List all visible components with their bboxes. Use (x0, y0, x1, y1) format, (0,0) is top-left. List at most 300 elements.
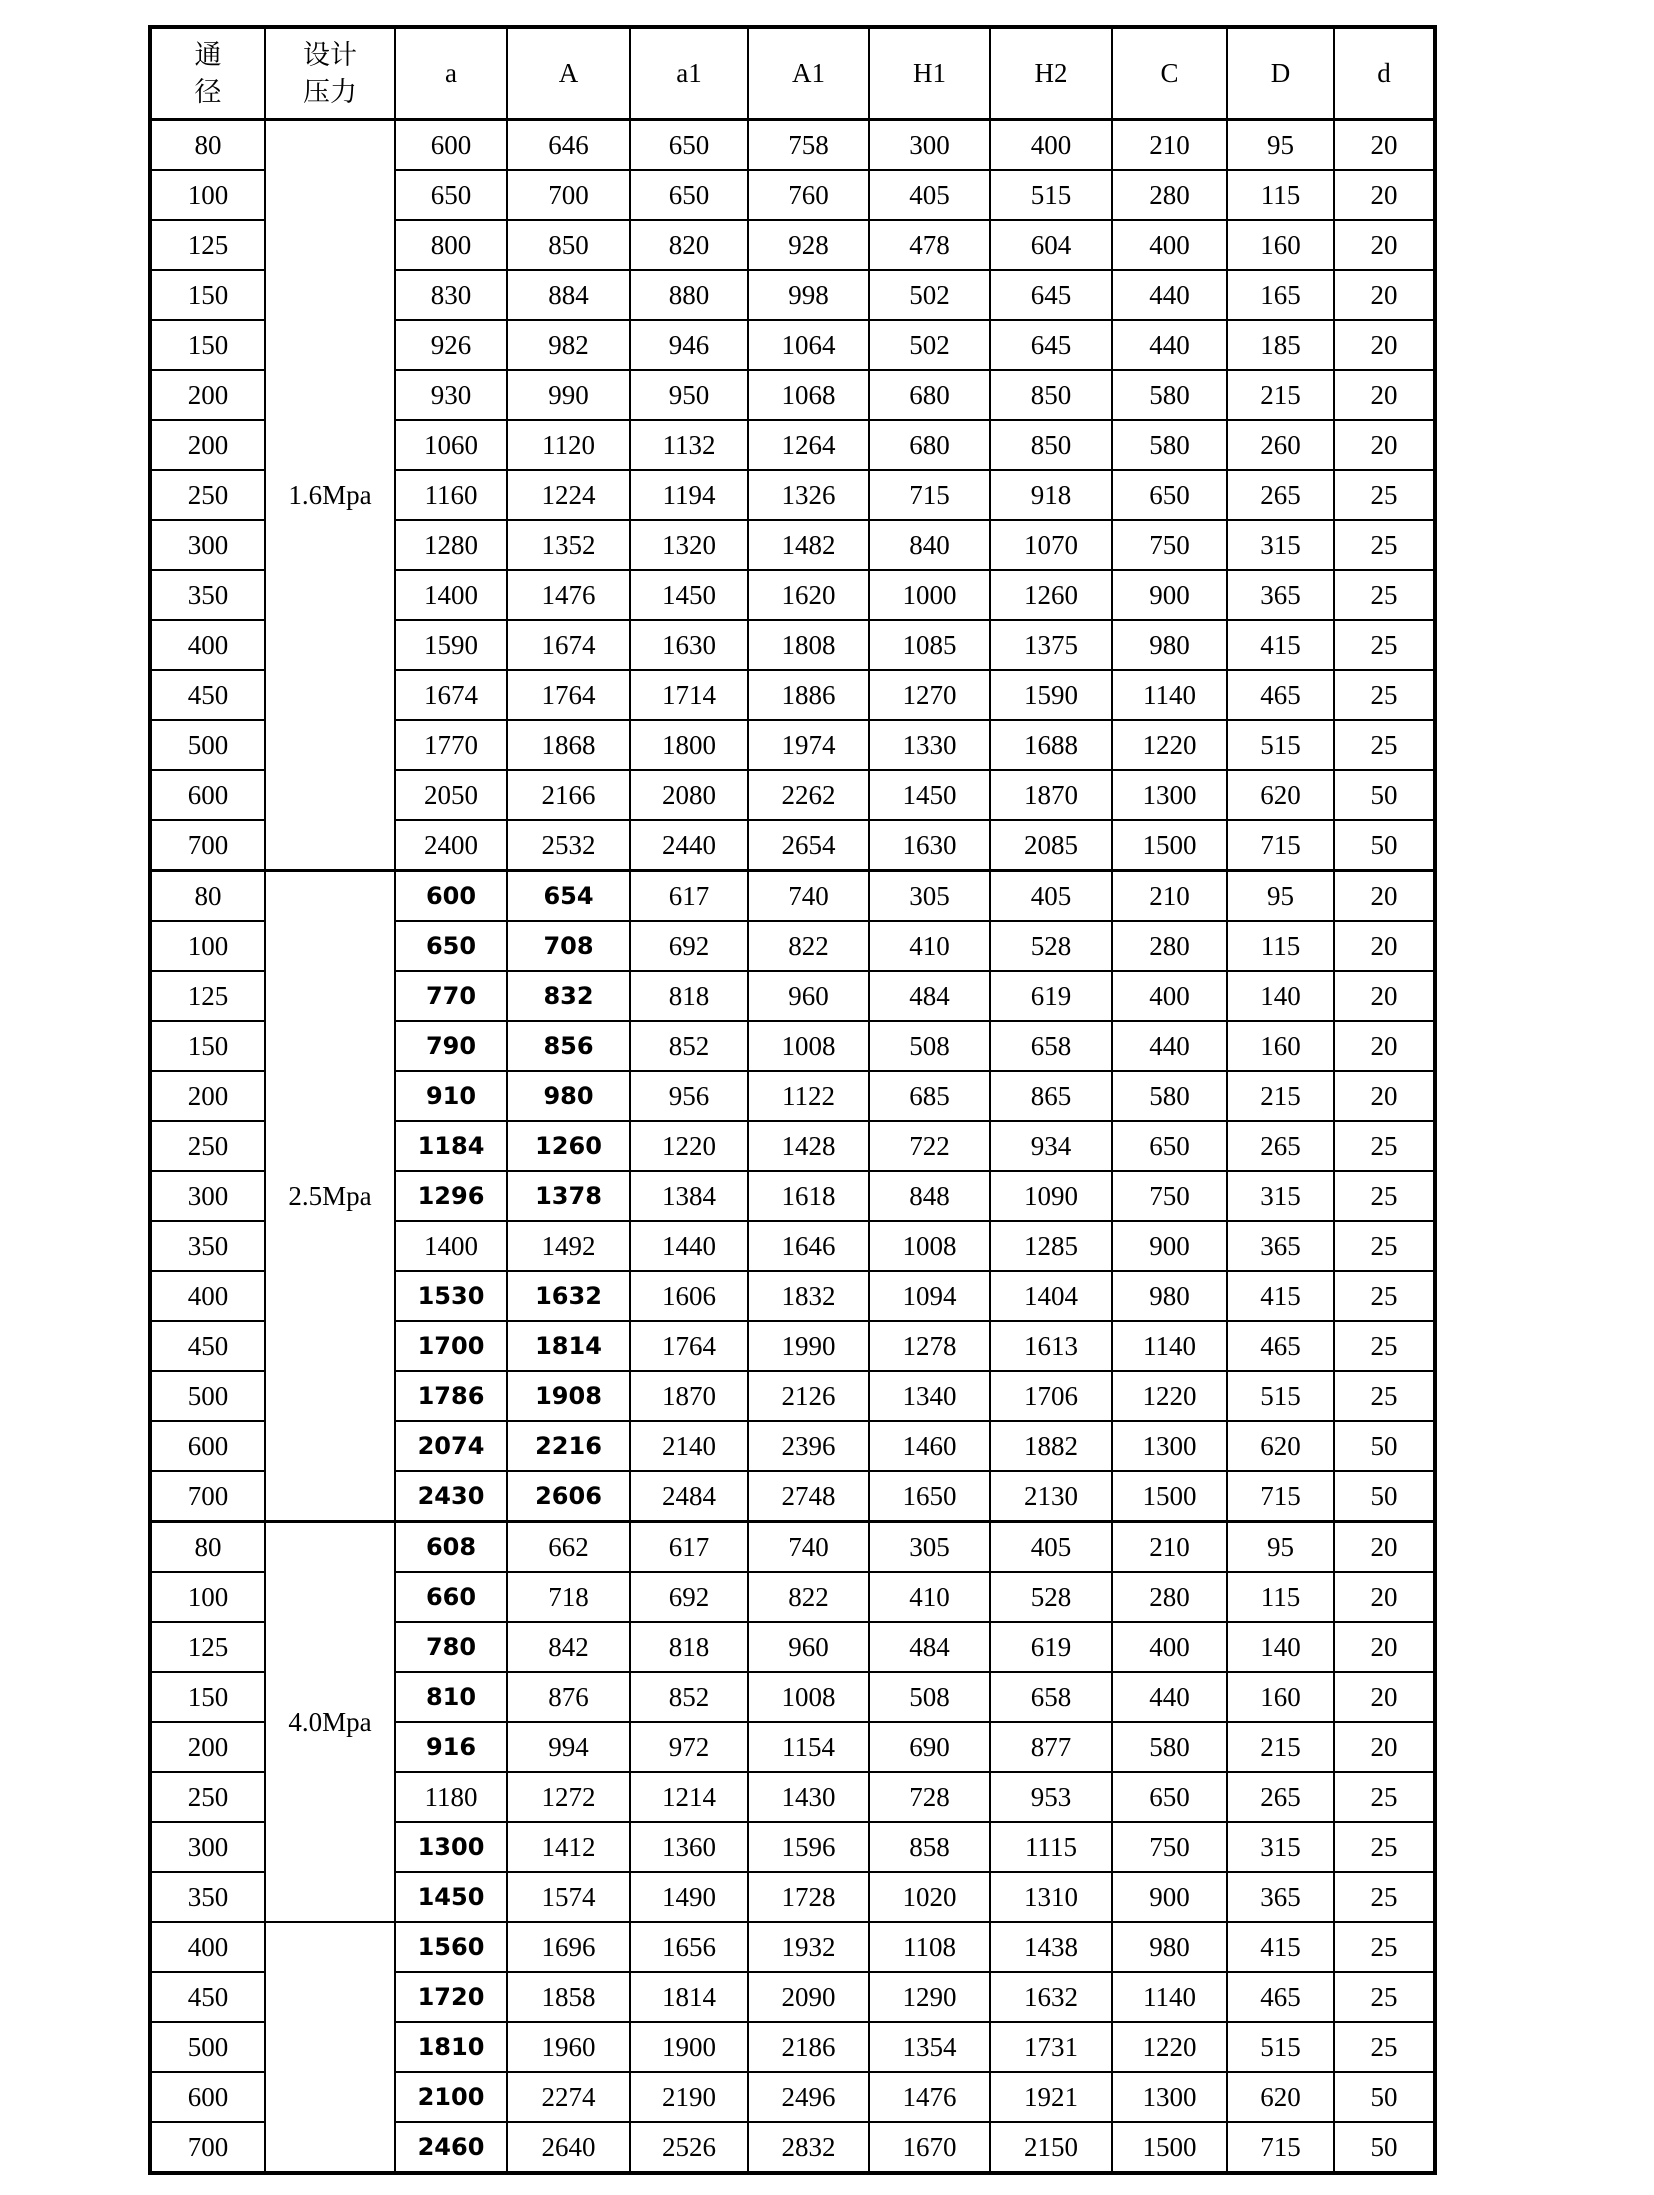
value-cell: 982 (507, 320, 630, 370)
value-cell: 1960 (507, 2022, 630, 2072)
value-cell: 780 (395, 1622, 507, 1672)
value-cell: 950 (630, 370, 748, 420)
value-cell: 617 (630, 871, 748, 922)
value-cell: 1272 (507, 1772, 630, 1822)
value-cell: 528 (990, 921, 1112, 971)
value-cell: 1285 (990, 1221, 1112, 1271)
value-cell: 1808 (748, 620, 869, 670)
value-cell: 2654 (748, 820, 869, 871)
value-cell: 25 (1334, 1271, 1435, 1321)
value-cell: 998 (748, 270, 869, 320)
value-cell: 580 (1112, 420, 1227, 470)
value-cell: 1180 (395, 1772, 507, 1822)
value-cell: 365 (1227, 1221, 1334, 1271)
value-cell: 265 (1227, 1121, 1334, 1171)
value-cell: 50 (1334, 770, 1435, 820)
value-cell: 1140 (1112, 670, 1227, 720)
value-cell: 160 (1227, 1021, 1334, 1071)
value-cell: 50 (1334, 2122, 1435, 2173)
diameter-cell: 450 (150, 670, 265, 720)
value-cell: 1224 (507, 470, 630, 520)
value-cell: 2532 (507, 820, 630, 871)
value-cell: 440 (1112, 1021, 1227, 1071)
diameter-cell: 250 (150, 470, 265, 520)
value-cell: 1000 (869, 570, 990, 620)
value-cell: 1068 (748, 370, 869, 420)
value-cell: 1814 (630, 1972, 748, 2022)
value-cell: 315 (1227, 1171, 1334, 1221)
value-cell: 515 (1227, 2022, 1334, 2072)
value-cell: 680 (869, 420, 990, 470)
value-cell: 95 (1227, 1522, 1334, 1573)
value-cell: 365 (1227, 570, 1334, 620)
value-cell: 2430 (395, 1471, 507, 1522)
value-cell: 1886 (748, 670, 869, 720)
value-cell: 1932 (748, 1922, 869, 1972)
value-cell: 960 (748, 1622, 869, 1672)
diameter-cell: 600 (150, 770, 265, 820)
value-cell: 1326 (748, 470, 869, 520)
value-cell: 210 (1112, 120, 1227, 171)
value-cell: 478 (869, 220, 990, 270)
value-cell: 410 (869, 921, 990, 971)
value-cell: 1650 (869, 1471, 990, 1522)
value-cell: 2748 (748, 1471, 869, 1522)
value-cell: 140 (1227, 971, 1334, 1021)
value-cell: 1450 (395, 1872, 507, 1922)
value-cell: 1450 (630, 570, 748, 620)
value-cell: 1476 (869, 2072, 990, 2122)
value-cell: 95 (1227, 871, 1334, 922)
value-cell: 280 (1112, 921, 1227, 971)
value-cell: 25 (1334, 720, 1435, 770)
value-cell: 1214 (630, 1772, 748, 1822)
value-cell: 1630 (630, 620, 748, 670)
value-cell: 850 (507, 220, 630, 270)
value-cell: 1560 (395, 1922, 507, 1972)
value-cell: 20 (1334, 1622, 1435, 1672)
header-col-d: d (1334, 27, 1435, 120)
value-cell: 715 (1227, 820, 1334, 871)
header-row (150, 27, 1435, 120)
value-cell: 20 (1334, 1722, 1435, 1772)
value-cell: 810 (395, 1672, 507, 1722)
value-cell: 20 (1334, 1071, 1435, 1121)
value-cell: 1020 (869, 1872, 990, 1922)
value-cell: 650 (1112, 1121, 1227, 1171)
value-cell: 980 (1112, 1922, 1227, 1972)
value-cell: 822 (748, 921, 869, 971)
value-cell: 1094 (869, 1271, 990, 1321)
value-cell: 1160 (395, 470, 507, 520)
value-cell: 662 (507, 1522, 630, 1573)
value-cell: 1090 (990, 1171, 1112, 1221)
value-cell: 1154 (748, 1722, 869, 1772)
pressure-cell: 4.0Mpa (265, 1522, 395, 1923)
value-cell: 400 (990, 120, 1112, 171)
diameter-cell: 150 (150, 1021, 265, 1071)
value-cell: 1870 (990, 770, 1112, 820)
value-cell: 2130 (990, 1471, 1112, 1522)
value-cell: 876 (507, 1672, 630, 1722)
value-cell: 1720 (395, 1972, 507, 2022)
value-cell: 1632 (507, 1271, 630, 1321)
value-cell: 1814 (507, 1321, 630, 1371)
value-cell: 20 (1334, 1522, 1435, 1573)
diameter-cell: 300 (150, 520, 265, 570)
value-cell: 1278 (869, 1321, 990, 1371)
value-cell: 900 (1112, 1872, 1227, 1922)
value-cell: 1085 (869, 620, 990, 670)
value-cell: 2460 (395, 2122, 507, 2173)
value-cell: 440 (1112, 320, 1227, 370)
value-cell: 918 (990, 470, 1112, 520)
value-cell: 1132 (630, 420, 748, 470)
value-cell: 646 (507, 120, 630, 171)
diameter-cell: 500 (150, 2022, 265, 2072)
diameter-cell: 400 (150, 620, 265, 670)
value-cell: 1220 (1112, 2022, 1227, 2072)
value-cell: 1990 (748, 1321, 869, 1371)
value-cell: 1858 (507, 1972, 630, 2022)
value-cell: 840 (869, 520, 990, 570)
value-cell: 818 (630, 971, 748, 1021)
value-cell: 1764 (507, 670, 630, 720)
value-cell: 1618 (748, 1171, 869, 1221)
value-cell: 1500 (1112, 1471, 1227, 1522)
value-cell: 415 (1227, 620, 1334, 670)
value-cell: 1428 (748, 1121, 869, 1171)
diameter-cell: 250 (150, 1772, 265, 1822)
value-cell: 822 (748, 1572, 869, 1622)
value-cell: 280 (1112, 170, 1227, 220)
value-cell: 1378 (507, 1171, 630, 1221)
diameter-cell: 150 (150, 270, 265, 320)
value-cell: 2400 (395, 820, 507, 871)
value-cell: 2496 (748, 2072, 869, 2122)
value-cell: 2606 (507, 1471, 630, 1522)
value-cell: 305 (869, 871, 990, 922)
value-cell: 692 (630, 1572, 748, 1622)
value-cell: 926 (395, 320, 507, 370)
value-cell: 946 (630, 320, 748, 370)
value-cell: 25 (1334, 1772, 1435, 1822)
value-cell: 484 (869, 1622, 990, 1672)
value-cell: 1375 (990, 620, 1112, 670)
value-cell: 877 (990, 1722, 1112, 1772)
value-cell: 654 (507, 871, 630, 922)
value-cell: 185 (1227, 320, 1334, 370)
value-cell: 928 (748, 220, 869, 270)
value-cell: 25 (1334, 470, 1435, 520)
value-cell: 856 (507, 1021, 630, 1071)
value-cell: 502 (869, 320, 990, 370)
value-cell: 115 (1227, 1572, 1334, 1622)
value-cell: 910 (395, 1071, 507, 1121)
value-cell: 1140 (1112, 1321, 1227, 1371)
value-cell: 1008 (869, 1221, 990, 1271)
value-cell: 315 (1227, 520, 1334, 570)
header-pressure-line2: 压力 (303, 76, 357, 107)
value-cell: 1220 (1112, 1371, 1227, 1421)
value-cell: 660 (395, 1572, 507, 1622)
value-cell: 1300 (395, 1822, 507, 1872)
table-body (150, 120, 1435, 2174)
diameter-cell: 350 (150, 1221, 265, 1271)
diameter-cell: 100 (150, 170, 265, 220)
value-cell: 619 (990, 1622, 1112, 1672)
value-cell: 1290 (869, 1972, 990, 2022)
value-cell: 165 (1227, 270, 1334, 320)
value-cell: 1500 (1112, 820, 1227, 871)
value-cell: 515 (1227, 720, 1334, 770)
pressure-cell-empty (265, 1922, 395, 2173)
value-cell: 832 (507, 971, 630, 1021)
value-cell: 1688 (990, 720, 1112, 770)
value-cell: 1360 (630, 1822, 748, 1872)
value-cell: 850 (990, 370, 1112, 420)
value-cell: 502 (869, 270, 990, 320)
diameter-cell: 450 (150, 1321, 265, 1371)
value-cell: 2085 (990, 820, 1112, 871)
value-cell: 2190 (630, 2072, 748, 2122)
value-cell: 750 (1112, 1171, 1227, 1221)
value-cell: 1460 (869, 1421, 990, 1471)
value-cell: 20 (1334, 971, 1435, 1021)
value-cell: 410 (869, 1572, 990, 1622)
value-cell: 440 (1112, 270, 1227, 320)
value-cell: 300 (869, 120, 990, 171)
value-cell: 884 (507, 270, 630, 320)
value-cell: 960 (748, 971, 869, 1021)
value-cell: 1706 (990, 1371, 1112, 1421)
diameter-cell: 700 (150, 2122, 265, 2173)
value-cell: 20 (1334, 320, 1435, 370)
value-cell: 1482 (748, 520, 869, 570)
value-cell: 2396 (748, 1421, 869, 1471)
value-cell: 515 (990, 170, 1112, 220)
value-cell: 20 (1334, 370, 1435, 420)
value-cell: 600 (395, 120, 507, 171)
value-cell: 1280 (395, 520, 507, 570)
value-cell: 1810 (395, 2022, 507, 2072)
value-cell: 1500 (1112, 2122, 1227, 2173)
value-cell: 115 (1227, 921, 1334, 971)
diameter-cell: 350 (150, 570, 265, 620)
value-cell: 1008 (748, 1672, 869, 1722)
value-cell: 25 (1334, 1922, 1435, 1972)
header-col-H1: H1 (869, 27, 990, 120)
value-cell: 140 (1227, 1622, 1334, 1672)
value-cell: 20 (1334, 420, 1435, 470)
value-cell: 934 (990, 1121, 1112, 1171)
value-cell: 1260 (507, 1121, 630, 1171)
value-cell: 25 (1334, 520, 1435, 570)
value-cell: 1310 (990, 1872, 1112, 1922)
value-cell: 880 (630, 270, 748, 320)
table-row (150, 120, 1435, 171)
value-cell: 305 (869, 1522, 990, 1573)
value-cell: 20 (1334, 1021, 1435, 1071)
value-cell: 956 (630, 1071, 748, 1121)
value-cell: 25 (1334, 1822, 1435, 1872)
value-cell: 580 (1112, 370, 1227, 420)
diameter-cell: 80 (150, 120, 265, 171)
value-cell: 2126 (748, 1371, 869, 1421)
value-cell: 400 (1112, 1622, 1227, 1672)
diameter-cell: 350 (150, 1872, 265, 1922)
value-cell: 25 (1334, 670, 1435, 720)
value-cell: 900 (1112, 1221, 1227, 1271)
value-cell: 2080 (630, 770, 748, 820)
value-cell: 405 (869, 170, 990, 220)
value-cell: 1476 (507, 570, 630, 620)
value-cell: 508 (869, 1021, 990, 1071)
value-cell: 484 (869, 971, 990, 1021)
value-cell: 650 (1112, 1772, 1227, 1822)
value-cell: 1646 (748, 1221, 869, 1271)
value-cell: 852 (630, 1672, 748, 1722)
value-cell: 400 (1112, 220, 1227, 270)
value-cell: 818 (630, 1622, 748, 1672)
value-cell: 50 (1334, 1421, 1435, 1471)
value-cell: 315 (1227, 1822, 1334, 1872)
value-cell: 1974 (748, 720, 869, 770)
value-cell: 405 (990, 871, 1112, 922)
value-cell: 260 (1227, 420, 1334, 470)
value-cell: 1764 (630, 1321, 748, 1371)
value-cell: 1260 (990, 570, 1112, 620)
value-cell: 972 (630, 1722, 748, 1772)
value-cell: 1220 (630, 1121, 748, 1171)
value-cell: 415 (1227, 1922, 1334, 1972)
value-cell: 405 (990, 1522, 1112, 1573)
diameter-cell: 600 (150, 1421, 265, 1471)
value-cell: 1670 (869, 2122, 990, 2173)
value-cell: 715 (869, 470, 990, 520)
header-col-A1: A1 (748, 27, 869, 120)
value-cell: 1184 (395, 1121, 507, 1171)
value-cell: 1440 (630, 1221, 748, 1271)
value-cell: 1590 (990, 670, 1112, 720)
value-cell: 1438 (990, 1922, 1112, 1972)
value-cell: 750 (1112, 520, 1227, 570)
value-cell: 1800 (630, 720, 748, 770)
value-cell: 1696 (507, 1922, 630, 1972)
value-cell: 830 (395, 270, 507, 320)
value-cell: 650 (630, 120, 748, 171)
value-cell: 852 (630, 1021, 748, 1071)
header-col-H2: H2 (990, 27, 1112, 120)
value-cell: 722 (869, 1121, 990, 1171)
value-cell: 25 (1334, 1321, 1435, 1371)
value-cell: 1140 (1112, 1972, 1227, 2022)
value-cell: 265 (1227, 470, 1334, 520)
diameter-cell: 500 (150, 720, 265, 770)
diameter-cell: 100 (150, 1572, 265, 1622)
value-cell: 645 (990, 320, 1112, 370)
value-cell: 508 (869, 1672, 990, 1722)
diameter-cell: 150 (150, 320, 265, 370)
pressure-cell: 2.5Mpa (265, 871, 395, 1522)
value-cell: 1870 (630, 1371, 748, 1421)
value-cell: 608 (395, 1522, 507, 1573)
value-cell: 515 (1227, 1371, 1334, 1421)
value-cell: 1908 (507, 1371, 630, 1421)
value-cell: 740 (748, 1522, 869, 1573)
value-cell: 858 (869, 1822, 990, 1872)
value-cell: 2166 (507, 770, 630, 820)
value-cell: 953 (990, 1772, 1112, 1822)
value-cell: 1412 (507, 1822, 630, 1872)
value-cell: 1630 (869, 820, 990, 871)
value-cell: 465 (1227, 1972, 1334, 2022)
table-row (150, 1522, 1435, 1573)
value-cell: 770 (395, 971, 507, 1021)
diameter-cell: 150 (150, 1672, 265, 1722)
value-cell: 2274 (507, 2072, 630, 2122)
value-cell: 50 (1334, 2072, 1435, 2122)
diameter-cell: 200 (150, 420, 265, 470)
value-cell: 658 (990, 1021, 1112, 1071)
value-cell: 580 (1112, 1722, 1227, 1772)
value-cell: 650 (1112, 470, 1227, 520)
value-cell: 1120 (507, 420, 630, 470)
value-cell: 930 (395, 370, 507, 420)
value-cell: 1786 (395, 1371, 507, 1421)
value-cell: 620 (1227, 1421, 1334, 1471)
value-cell: 20 (1334, 1572, 1435, 1622)
value-cell: 2526 (630, 2122, 748, 2173)
value-cell: 25 (1334, 570, 1435, 620)
value-cell: 1122 (748, 1071, 869, 1121)
value-cell: 1330 (869, 720, 990, 770)
value-cell: 994 (507, 1722, 630, 1772)
diameter-cell: 300 (150, 1171, 265, 1221)
table-row (150, 871, 1435, 922)
header-col-D: D (1227, 27, 1334, 120)
value-cell: 690 (869, 1722, 990, 1772)
value-cell: 25 (1334, 2022, 1435, 2072)
value-cell: 20 (1334, 120, 1435, 171)
header-pressure-line1: 设计 (303, 40, 357, 71)
value-cell: 1450 (869, 770, 990, 820)
value-cell: 1882 (990, 1421, 1112, 1471)
value-cell: 25 (1334, 1872, 1435, 1922)
value-cell: 617 (630, 1522, 748, 1573)
value-cell: 680 (869, 370, 990, 420)
value-cell: 718 (507, 1572, 630, 1622)
value-cell: 1530 (395, 1271, 507, 1321)
value-cell: 465 (1227, 670, 1334, 720)
value-cell: 1194 (630, 470, 748, 520)
value-cell: 900 (1112, 570, 1227, 620)
value-cell: 1264 (748, 420, 869, 470)
header-diameter-line1: 通 (194, 40, 222, 71)
diameter-cell: 700 (150, 820, 265, 871)
value-cell: 1770 (395, 720, 507, 770)
value-cell: 1300 (1112, 1421, 1227, 1471)
value-cell: 400 (1112, 971, 1227, 1021)
value-cell: 25 (1334, 1171, 1435, 1221)
value-cell: 1632 (990, 1972, 1112, 2022)
value-cell: 2100 (395, 2072, 507, 2122)
value-cell: 1900 (630, 2022, 748, 2072)
value-cell: 650 (630, 170, 748, 220)
value-cell: 2050 (395, 770, 507, 820)
value-cell: 1674 (507, 620, 630, 670)
diameter-cell: 80 (150, 1522, 265, 1573)
